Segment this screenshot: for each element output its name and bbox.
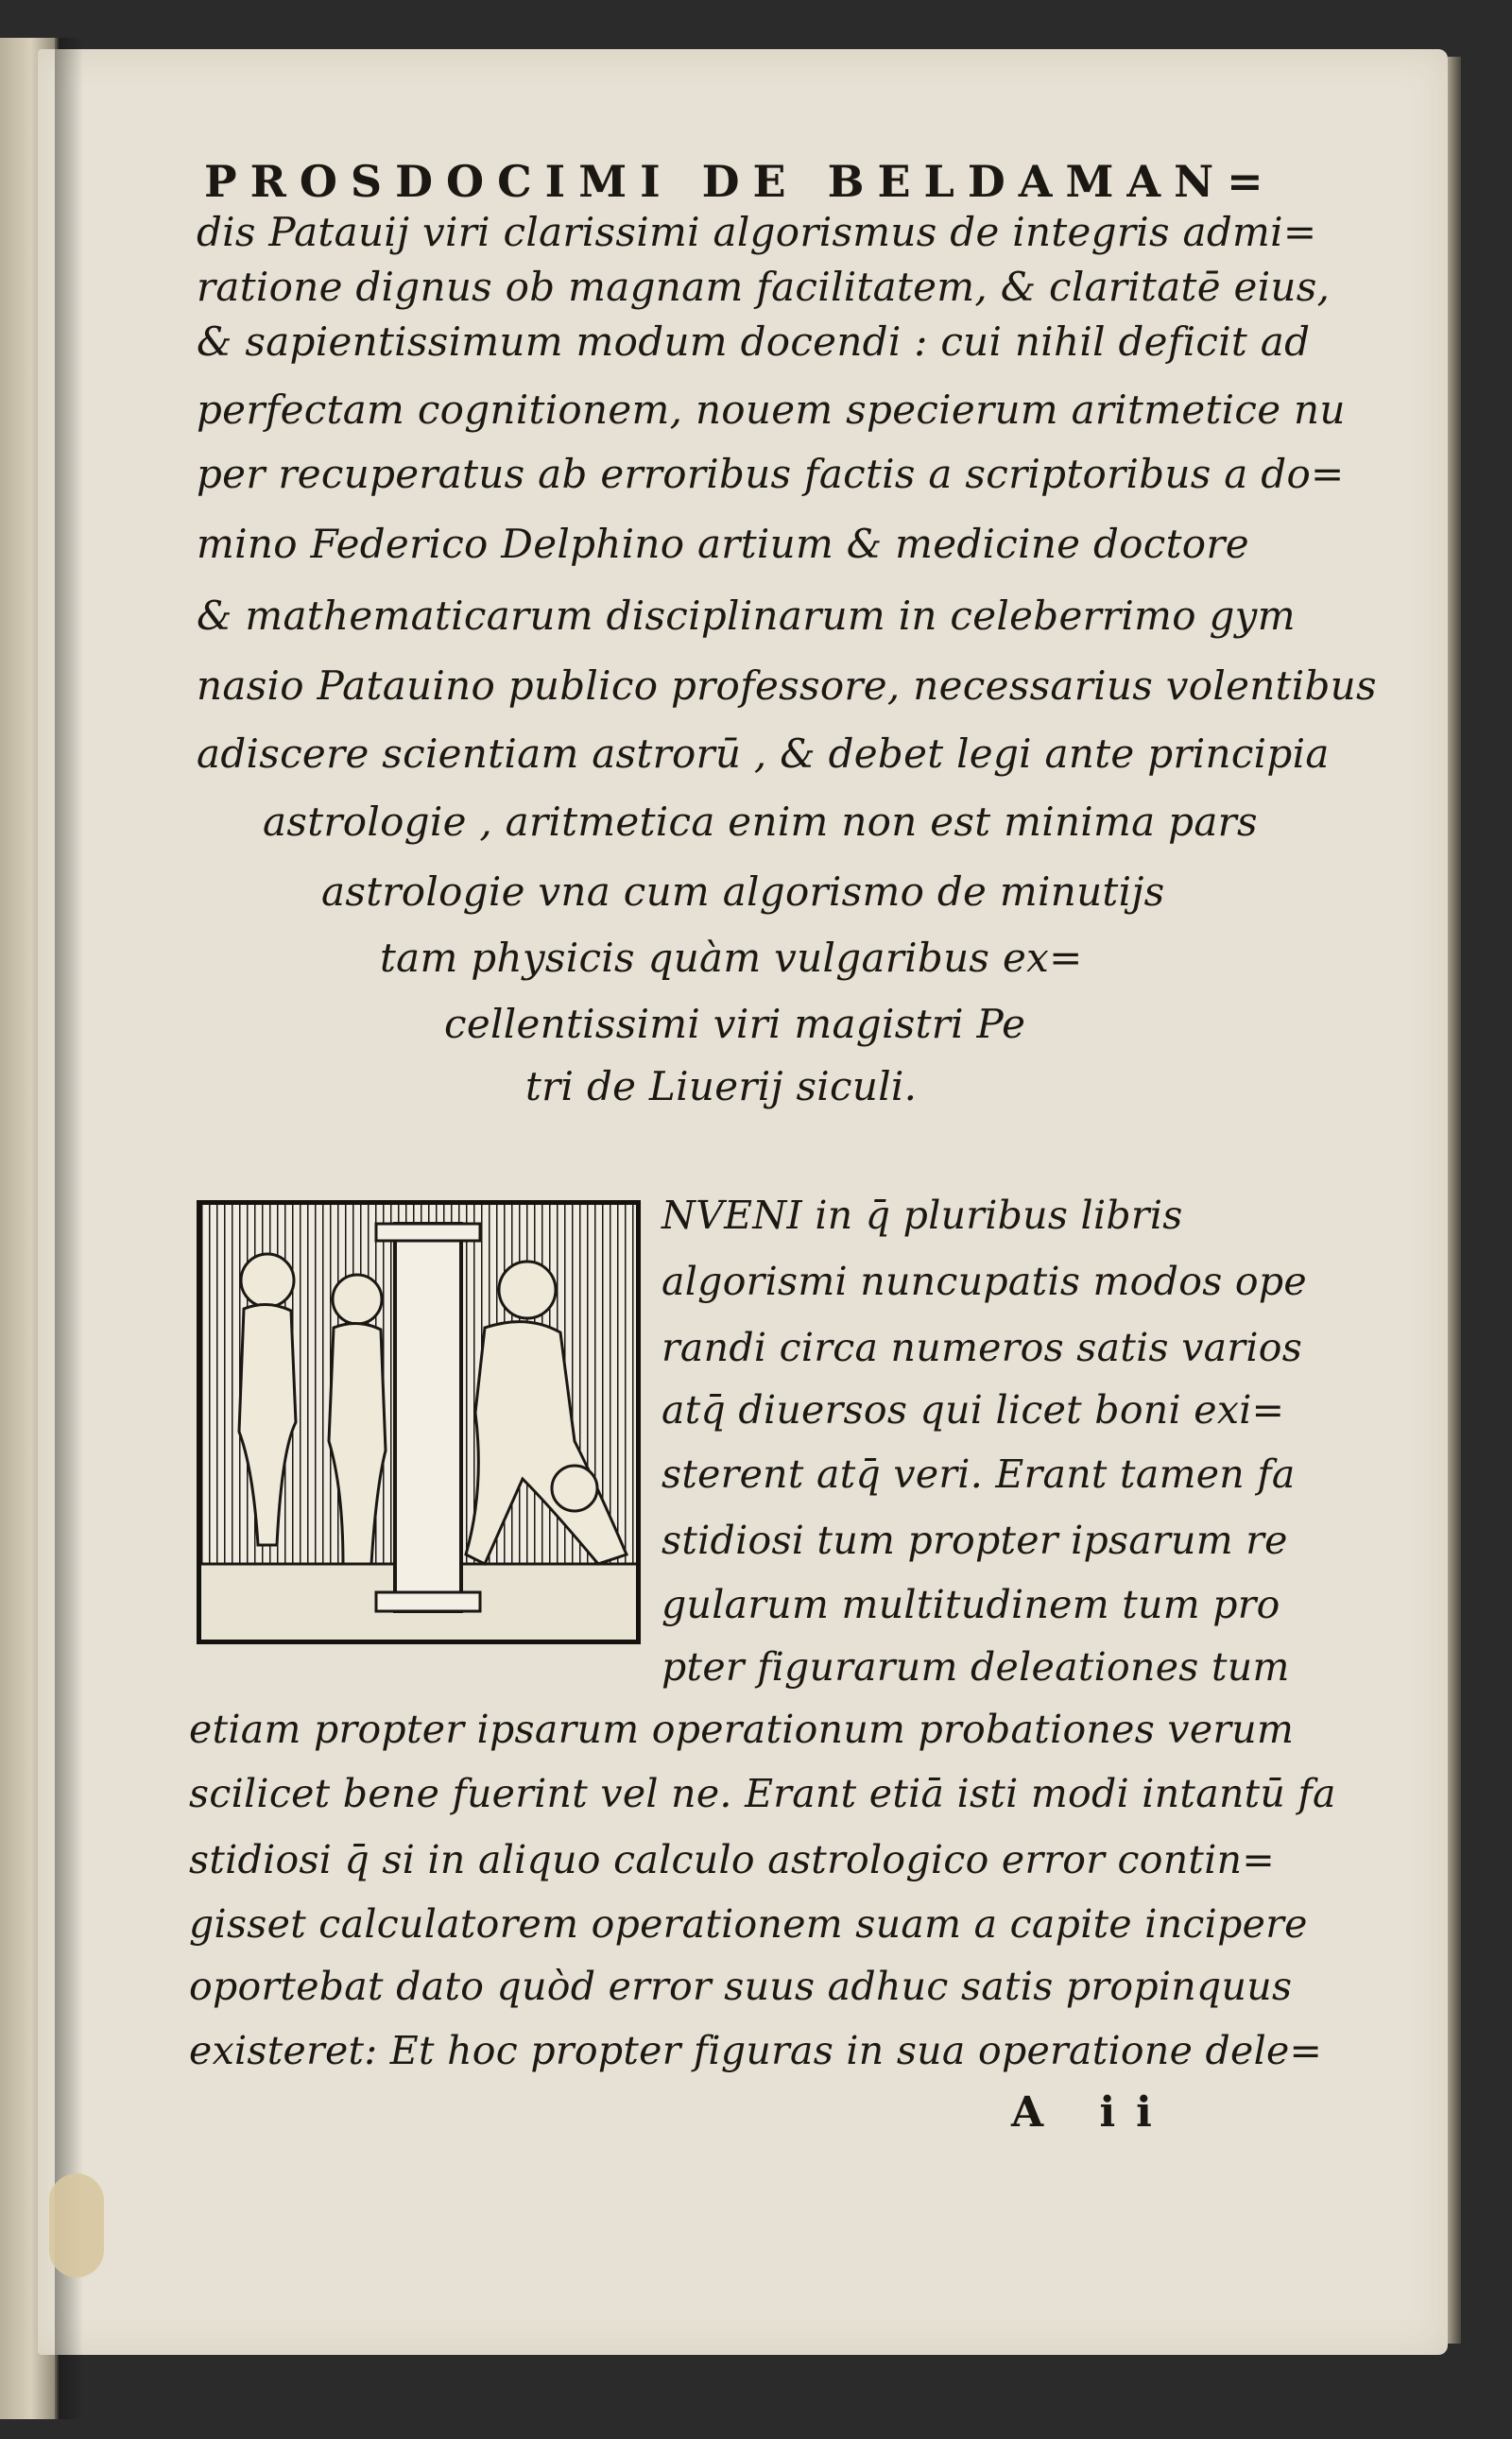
- heading-line: cellentissimi viri magistri Pe: [444, 1001, 1026, 1047]
- heading-line: astrologie vna cum algorismo de minutijs: [321, 868, 1165, 915]
- body-line: etiam propter ipsarum operationum probationes verum: [189, 1707, 1295, 1752]
- heading-line: per recuperatus ab erroribus factis a scriptoribus a do=: [197, 451, 1345, 497]
- heading-line: astrologie , aritmetica enim non est minima pars: [263, 799, 1258, 845]
- body-line: stidiosi q̄ si in aliquo calculo astrologico error contin=: [189, 1837, 1275, 1882]
- heading-line: nasio Patauino publico professore, necessarius volentibus: [197, 662, 1377, 709]
- body-line: algorismi nuncupatis modos ope: [662, 1259, 1307, 1304]
- spine-shadow: [55, 38, 83, 2419]
- body-line: NVENI in q̄ pluribus libris: [662, 1193, 1183, 1238]
- body-line: atq̄ diuersos qui licet boni exi=: [662, 1387, 1285, 1433]
- body-line: randi circa numeros satis varios: [662, 1325, 1303, 1370]
- body-line: stidiosi tum propter ipsarum re: [662, 1518, 1288, 1563]
- heading-line: & mathematicarum disciplinarum in celeberrimo gym: [197, 593, 1296, 639]
- heading-line: tam physicis quàm vulgaribus ex=: [380, 935, 1083, 981]
- heading-line: ratione dignus ob magnam facilitatem, & claritatē eius,: [197, 264, 1331, 310]
- signature-mark: A ii: [1011, 2088, 1173, 2137]
- body-line: existeret: Et hoc propter figuras in sua operatione dele=: [189, 2028, 1323, 2073]
- heading-line: PROSDOCIMI DE BELDAMAN=: [204, 156, 1277, 207]
- heading-line: perfectam cognitionem, nouem specierum aritmetice nu: [197, 386, 1346, 433]
- body-line: scilicet bene fuerint vel ne. Erant etiā isti modi intantū fa: [189, 1771, 1336, 1816]
- body-line: gularum multitudinem tum pro: [662, 1582, 1280, 1627]
- heading-line: tri de Liuerij siculi.: [525, 1063, 918, 1109]
- heading-line: & sapientissimum modum docendi : cui nihil deficit ad: [197, 318, 1311, 365]
- woodcut-initial-drawing: [201, 1205, 636, 1640]
- page-right-edge: [1448, 57, 1461, 2344]
- heading-line: mino Federico Delphino artium & medicine doctore: [197, 521, 1249, 567]
- body-line: oportebat dato quòd error suus adhuc satis propinquus: [189, 1964, 1293, 2009]
- library-stamp: [49, 2173, 104, 2277]
- body-line: gisset calculatorem operationem suam a capite incipere: [189, 1901, 1308, 1947]
- heading-line: dis Patauij viri clarissimi algorismus de integris admi=: [197, 209, 1317, 255]
- heading-line: adiscere scientiam astrorū , & debet legi ante principia: [197, 730, 1330, 777]
- body-line: sterent atq̄ veri. Erant tamen fa: [662, 1451, 1296, 1497]
- body-line: pter figurarum deleationes tum: [662, 1644, 1290, 1690]
- woodcut-initial-illustration: [197, 1200, 641, 1644]
